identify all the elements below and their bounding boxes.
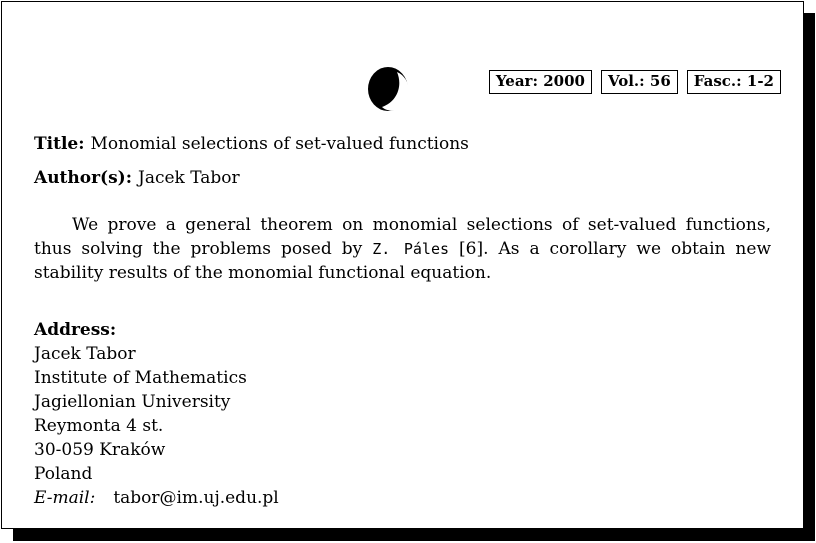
address-line: Institute of Mathematics xyxy=(34,368,247,388)
email-address[interactable]: tabor@im.uj.edu.pl xyxy=(113,488,279,508)
abstract-after: [6]. As a corollary we obtain new stability results of the monomial functional equation. xyxy=(34,239,771,283)
title-label: Title: xyxy=(34,134,85,154)
publication-meta xyxy=(489,70,781,94)
email-label: E-mail: xyxy=(34,488,96,508)
authors-value: Jacek Tabor xyxy=(138,168,240,188)
journal-logo-icon xyxy=(367,66,411,112)
authors-label: Author(s): xyxy=(34,168,132,188)
paper-authors xyxy=(34,167,240,189)
title-value: Monomial selections of set-valued functions xyxy=(90,134,469,154)
email-line xyxy=(34,486,279,510)
paper-title xyxy=(34,133,469,155)
address-block xyxy=(34,318,279,510)
card-shadow-right xyxy=(804,13,815,541)
abstract-before: We prove a general theorem on monomial selections of set-valued functions, thus solving the problems posed by xyxy=(34,215,771,259)
address-line: Reymonta 4 st. xyxy=(34,416,164,436)
address-line: Jagiellonian University xyxy=(34,392,231,412)
card-shadow-bottom xyxy=(13,529,815,541)
address-line: Jacek Tabor xyxy=(34,344,136,364)
address-line: Poland xyxy=(34,464,93,484)
volume-badge: Vol.: 56 xyxy=(601,70,678,94)
abstract-text xyxy=(34,213,771,285)
address-line: 30-059 Kraków xyxy=(34,440,166,460)
fascicle-badge: Fasc.: 1-2 xyxy=(687,70,781,94)
address-label: Address: xyxy=(34,320,117,340)
cited-author: Z. Páles xyxy=(372,240,450,258)
year-badge: Year: 2000 xyxy=(489,70,592,94)
